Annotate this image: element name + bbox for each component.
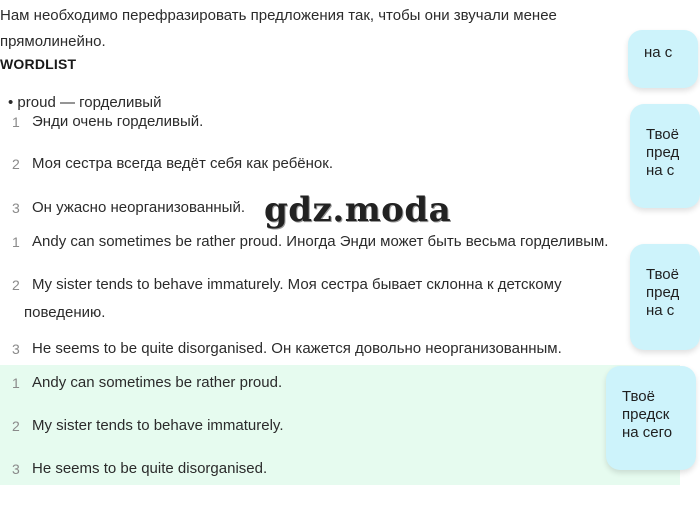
row-number: 1 [12, 375, 20, 391]
ad-card-text: Твоё [622, 388, 655, 405]
row-number: 1 [12, 234, 20, 250]
answer-sentence: My sister tends to behave immaturely. [32, 417, 284, 434]
ad-card-4[interactable] [606, 366, 696, 470]
ad-card-1[interactable] [628, 30, 698, 88]
row-number: 2 [12, 156, 20, 172]
row-number: 3 [12, 461, 20, 477]
row-number: 1 [12, 114, 20, 130]
answer-sentence: He seems to be quite disorganised. [32, 460, 268, 477]
ad-card-text: пред [646, 284, 680, 301]
answer-sentence: Andy can sometimes be rather proud. [32, 374, 283, 391]
row-number: 2 [12, 277, 20, 293]
original-sentence: Энди очень горделивый. [32, 113, 204, 130]
ad-card-text: пред [646, 144, 680, 161]
ad-card-text: Твоё [646, 266, 679, 283]
translation-sentence: He seems to be quite disorganised. Он кажется довольно неорганизованным. [32, 340, 562, 357]
ad-card-text: на с [646, 302, 675, 319]
row-number: 2 [12, 418, 20, 434]
original-sentence: Моя сестра всегда ведёт себя как ребёнок. [32, 155, 334, 172]
watermark-logo: gdz.moda [264, 190, 452, 230]
ad-card-3[interactable] [630, 244, 700, 350]
ad-card-text: предск [622, 406, 670, 423]
row-number: 3 [12, 341, 20, 357]
ad-card-text: Твоё [646, 126, 679, 143]
wordlist-heading: WORDLIST [0, 56, 77, 72]
row-number: 3 [12, 200, 20, 216]
ad-card-text: на сего [622, 424, 673, 441]
translation-sentence: Andy can sometimes be rather proud. Иногда Энди может быть весьма горделивым. [32, 233, 609, 250]
translation-sentence: My sister tends to behave immaturely. Моя сестра бывает склонна к детскому поведению. [24, 276, 562, 321]
ad-card-2[interactable] [630, 104, 700, 208]
ad-card-text: на с [644, 44, 673, 61]
wordlist-item: • proud — горделивый [8, 94, 162, 111]
ad-card-text: на с [646, 162, 675, 179]
original-sentence: Он ужасно неорганизованный. [32, 199, 246, 216]
task-instruction: Нам необходимо перефразировать предложения так, чтобы они звучали менее прямолинейно. [0, 7, 557, 50]
